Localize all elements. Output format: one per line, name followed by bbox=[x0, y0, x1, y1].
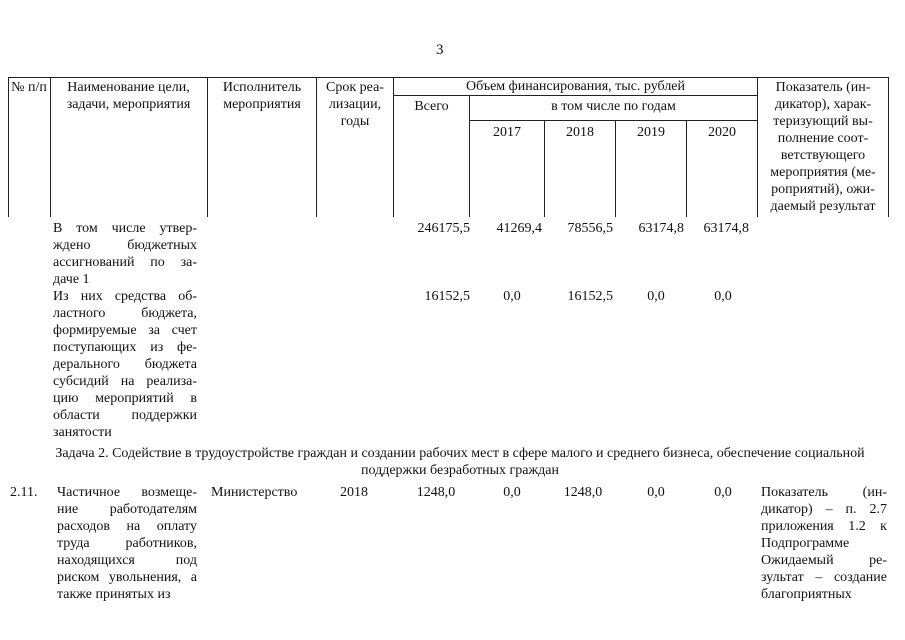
item-indicator: Показатель (ин-дикатор) – п. 2.7 приложения 1.2 к Подпрограмме Ожидаемый ре-зультат – создание благоприятных bbox=[761, 485, 887, 602]
header-num: № п/п bbox=[11, 80, 47, 95]
row-2-2018: 16152,5 bbox=[567, 289, 613, 304]
item-total: 1248,0 bbox=[416, 485, 456, 500]
year-rule-2 bbox=[615, 120, 616, 217]
header-col-rule-3 bbox=[316, 77, 317, 217]
row-2-name: Из них средства об-ластного бюджета, формируемые за счет поступающих из фе-дерального бюджета субсидий на реализа-цию мероприятий в области поддержки занятости bbox=[53, 289, 197, 440]
item-2020: 0,0 bbox=[714, 485, 732, 500]
header-year-2020: 2020 bbox=[708, 125, 736, 140]
row-1-2018: 78556,5 bbox=[567, 221, 613, 236]
header-year-2018: 2018 bbox=[566, 125, 594, 140]
row-2-total: 16152,5 bbox=[424, 289, 470, 304]
header-name: Наименование цели, задачи, мероприятия bbox=[66, 80, 191, 112]
item-name: Частичное возмеще-ние работодателям расходов на оплату труда работников, находящихся под риском увольнения, а также принятых из bbox=[57, 485, 197, 602]
header-executor: Исполнитель мероприятия bbox=[222, 80, 302, 112]
row-1-name: В том числе утвер-ждено бюджетных ассигнований по за-даче 1 bbox=[53, 221, 197, 287]
row-1-total: 246175,5 bbox=[417, 221, 470, 236]
row-2-2019: 0,0 bbox=[647, 289, 665, 304]
total-col-rule bbox=[469, 95, 470, 217]
year-rule-3 bbox=[686, 120, 687, 217]
years-sub-rule bbox=[469, 120, 757, 121]
header-financing: Объем финансирования, тыс. рублей bbox=[465, 79, 686, 94]
header-term: Срок реа-лизации, годы bbox=[326, 80, 384, 129]
header-col-rule-2 bbox=[207, 77, 208, 217]
row-2-2020: 0,0 bbox=[714, 289, 732, 304]
header-total: Всего bbox=[414, 99, 449, 114]
row-2-2017: 0,0 bbox=[503, 289, 521, 304]
financing-sub-rule bbox=[393, 95, 757, 96]
header-col-rule-1 bbox=[50, 77, 51, 217]
header-col-rule-5 bbox=[757, 77, 758, 217]
task-heading: Задача 2. Содействие в трудоустройстве граждан и создании рабочих мест в сфере малого и среднего бизнеса, обеспечение социальной поддержки безработных граждан bbox=[55, 446, 865, 478]
header-left-rule bbox=[8, 77, 9, 217]
item-2017: 0,0 bbox=[503, 485, 521, 500]
page-number: 3 bbox=[436, 42, 444, 58]
row-1-2017: 41269,4 bbox=[496, 221, 542, 236]
header-year-2017: 2017 bbox=[493, 125, 521, 140]
header-indicator: Показатель (ин-дикатор), харак-теризующий вы-полнение соот-ветствующего мероприятия (ме-роприятий), ожи-даемый результат bbox=[770, 80, 876, 214]
item-num: 2.11. bbox=[10, 485, 38, 500]
year-rule-1 bbox=[544, 120, 545, 217]
item-2018: 1248,0 bbox=[563, 485, 603, 500]
item-executor: Министерство bbox=[211, 485, 298, 500]
row-1-2019: 63174,8 bbox=[638, 221, 684, 236]
item-term: 2018 bbox=[340, 485, 368, 500]
header-by-years: в том числе по годам bbox=[551, 99, 676, 114]
item-2019: 0,0 bbox=[647, 485, 665, 500]
row-1-2020: 63174,8 bbox=[703, 221, 749, 236]
header-right-rule bbox=[888, 77, 889, 217]
header-year-2019: 2019 bbox=[637, 125, 665, 140]
header-col-rule-4 bbox=[393, 77, 394, 217]
